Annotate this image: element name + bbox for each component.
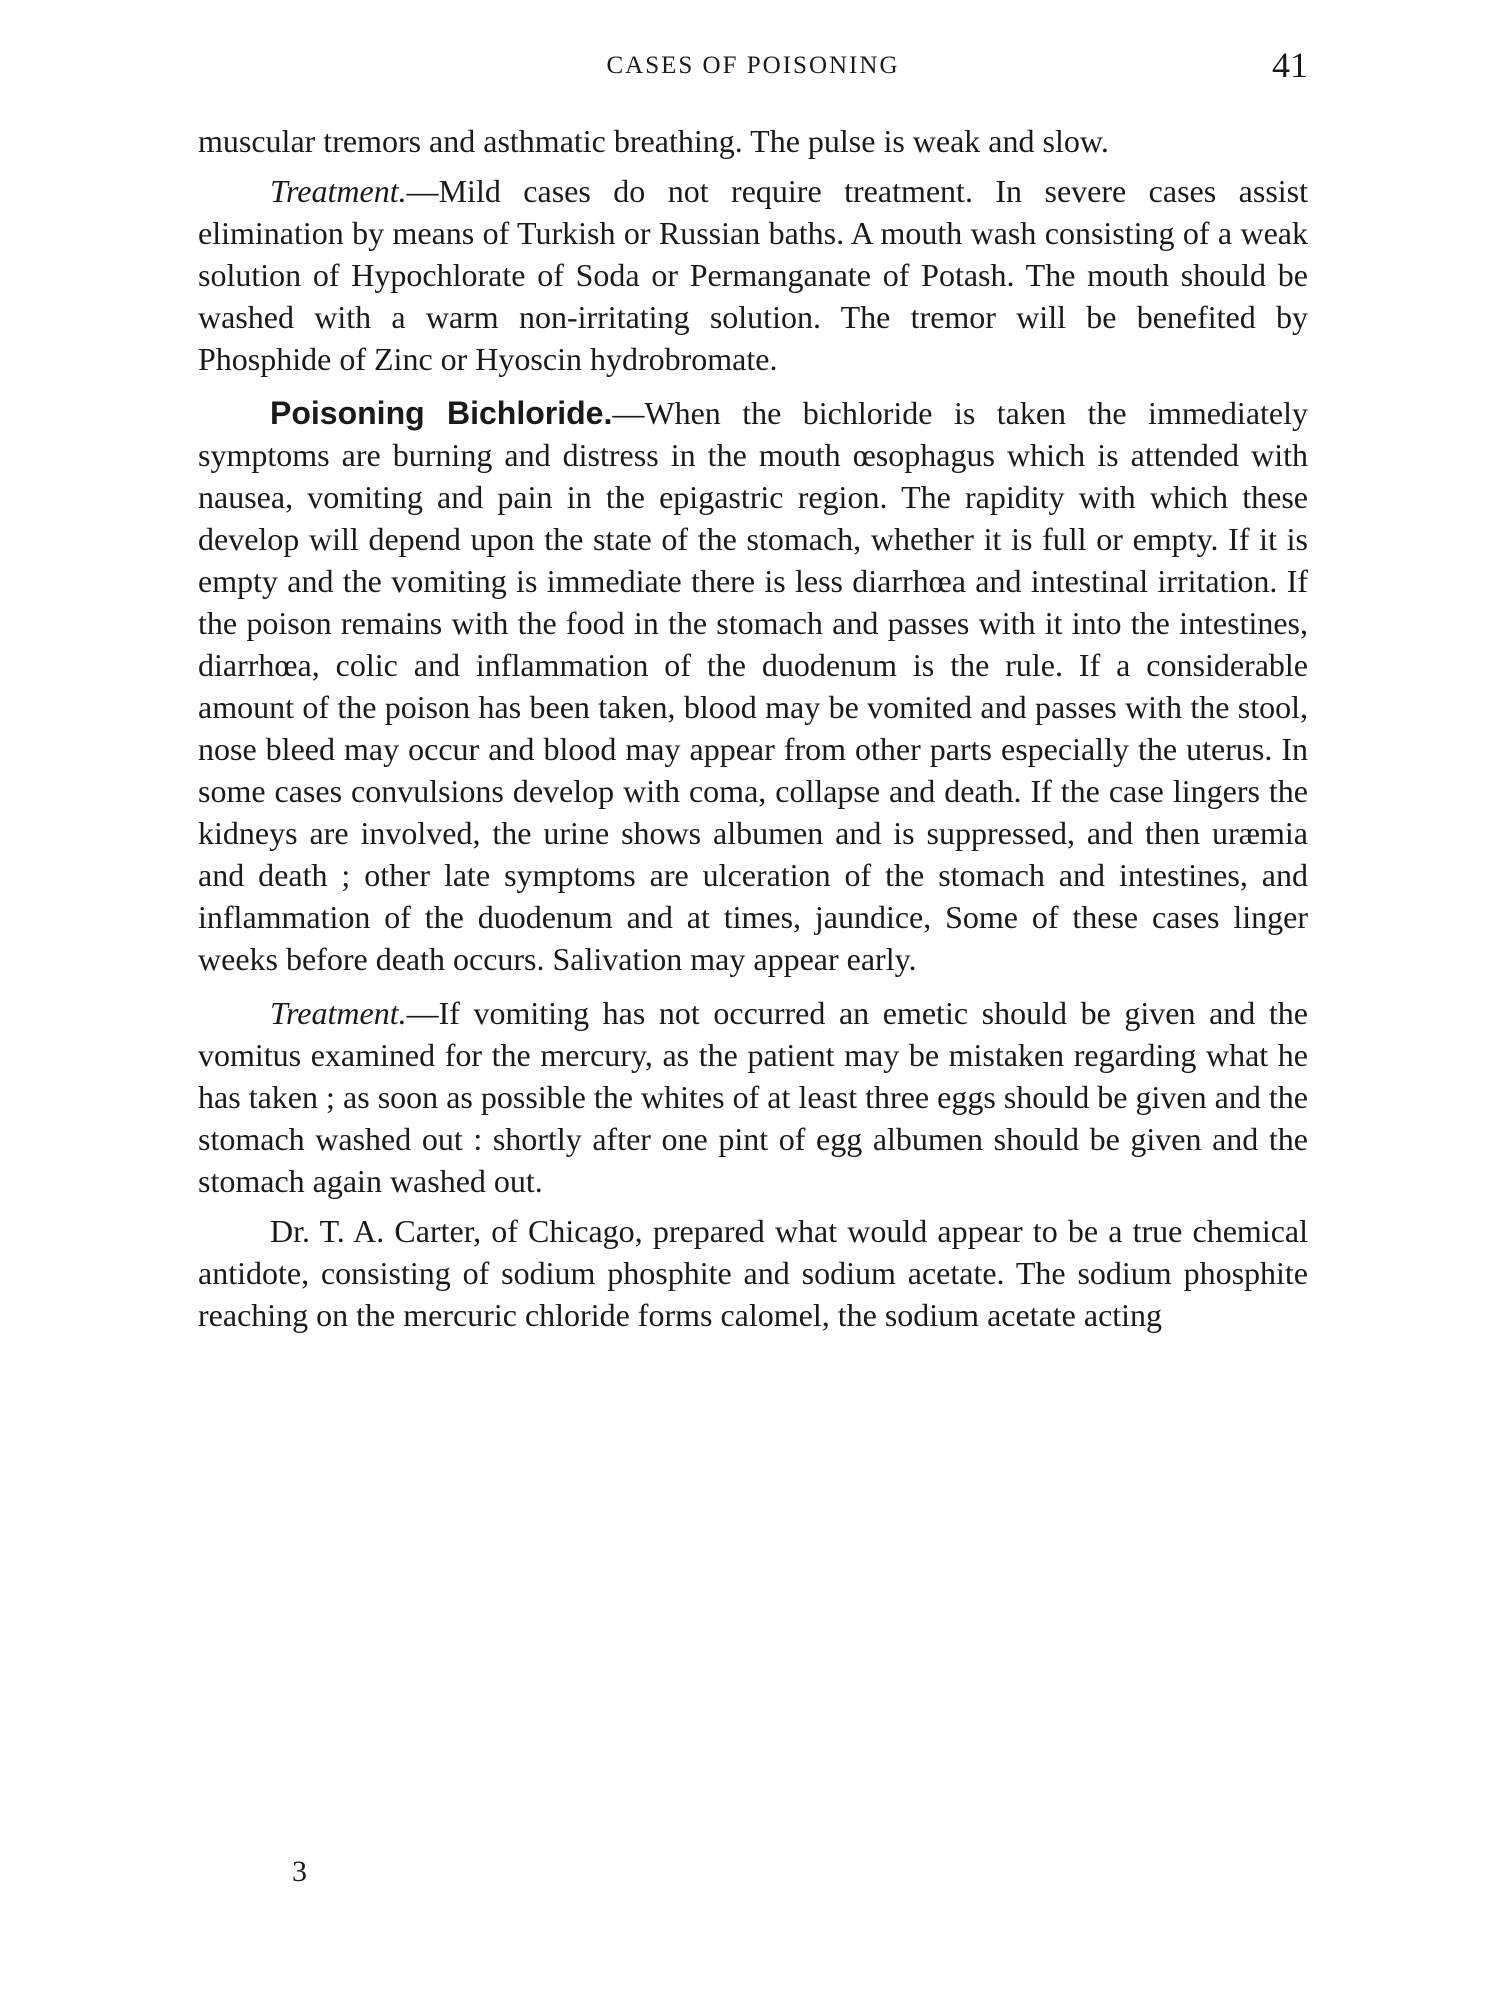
paragraph-text: Dr. T. A. Carter, of Chicago, prepared what would appear to be a true chemical antidote, consisting of sodium phosphite and sodium acetate. The sodium phosphite reaching on the mercuric chloride forms calomel, the sodium acetate acting (198, 1213, 1308, 1333)
page-header (198, 45, 1308, 88)
paragraph-text: —Mild cases do not require treatment. In severe cases assist elimination by means of Turkish or Russian baths. A mouth wash consisting of a weak solution of Hypochlorate of Soda or Permanganate of Potash. The mouth should be washed with a warm non-irritating solution. The tremor will be benefited by Phosphide of Zinc or Hyoscin hydrobromate. (198, 173, 1308, 377)
paragraph-treatment-mild (198, 170, 1308, 380)
paragraph-text: —If vomiting has not occurred an emetic should be given and the vomitus examined for the mercury, as the patient may be mistaken regarding what he has taken ; as soon as possible the whites of at least three eggs should be given and the stomach washed out : shortly after one pint of egg albumen should be given and the stomach again washed out. (198, 995, 1308, 1199)
paragraph-poisoning-bichloride (198, 392, 1308, 980)
paragraph-continuation (198, 120, 1308, 162)
body-text (198, 120, 1308, 1344)
paragraph-lead-treatment: Treatment. (270, 995, 407, 1031)
paragraph-lead-treatment: Treatment. (270, 173, 407, 209)
page-number: 41 (1272, 45, 1308, 85)
paragraph-text: muscular tremors and asthmatic breathing. The pulse is weak and slow. (198, 123, 1109, 159)
paragraph-text: —When the bichloride is taken the immediately symptoms are burning and distress in the mouth œsophagus which is attended with nausea, vomiting and pain in the epigastric region. The rapidity with which these develop will depend upon the state of the stomach, whether it is full or empty. If it is empty and the vomiting is immediate there is less diarrhœa and intestinal irritation. If the poison remains with the food in the stomach and passes with it into the intestines, diarrhœa, colic and inflammation of the duodenum is the rule. If a considerable amount of the poison has been taken, blood may be vomited and passes with the stool, nose bleed may occur and blood may appear from other parts especially the uterus. In some cases convulsions develop with coma, collapse and death. If the case lingers the kidneys are involved, the urine shows albumen and is suppressed, and then uræmia and death ; other late symptoms are ulceration of the stomach and intestines, and inflammation of the duodenum and at times, jaundice, Some of these cases linger weeks before death occurs. Salivation may appear early. (198, 395, 1308, 977)
paragraph-carter-antidote (198, 1210, 1308, 1336)
paragraph-treatment-emetic (198, 992, 1308, 1202)
running-title: CASES OF POISONING (606, 52, 900, 79)
signature-mark: 3 (292, 1855, 307, 1888)
paragraph-lead-poisoning-bichloride: Poisoning Bichloride. (270, 395, 613, 431)
